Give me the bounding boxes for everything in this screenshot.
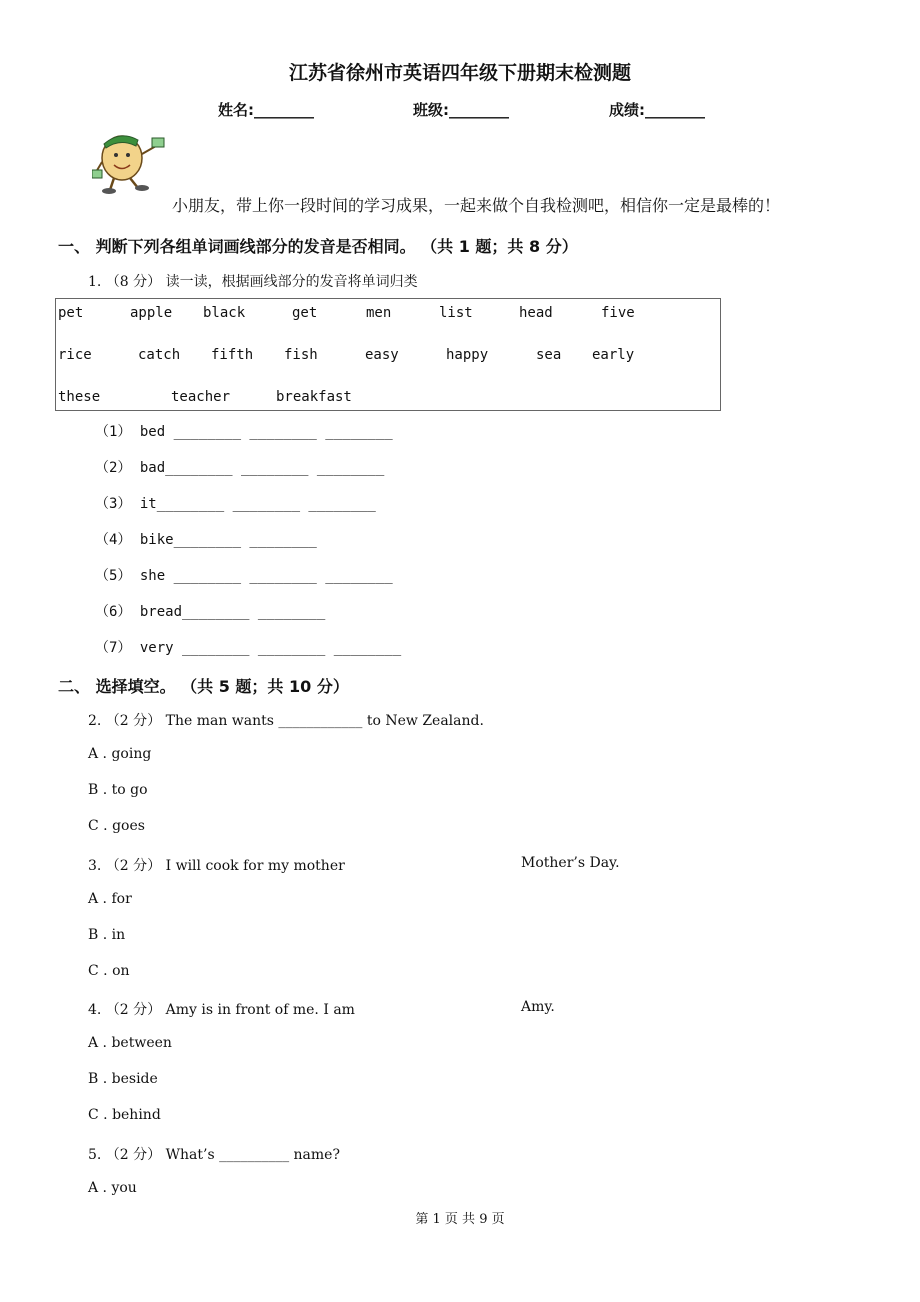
word-bank-word: catch bbox=[138, 347, 181, 363]
word-bank-word: pet bbox=[58, 305, 84, 321]
name-field-label: 姓名:________ bbox=[218, 101, 314, 119]
sub-item-6: （6） bread________ ________ bbox=[95, 604, 326, 620]
sub-item-4: （4） bike________ ________ bbox=[95, 532, 317, 548]
section-2-heading: 二、 选择填空。 （共 5 题；共 10 分） bbox=[58, 677, 349, 696]
question-5-option-a: A . you bbox=[88, 1180, 137, 1196]
intro-text: 小朋友，带上你一段时间的学习成果，一起来做个自我检测吧，相信你一定是最棒的！ bbox=[172, 196, 781, 215]
question-4-option-b: B . beside bbox=[88, 1071, 158, 1087]
question-4-prompt-end: Amy. bbox=[521, 999, 555, 1015]
sub-item-5: （5） she ________ ________ ________ bbox=[95, 568, 393, 584]
word-bank-word: sea bbox=[536, 347, 562, 363]
question-4-prompt: 4. （2 分） Amy is in front of me. I am bbox=[88, 1002, 355, 1018]
word-bank-word: early bbox=[592, 347, 635, 363]
word-bank-word: black bbox=[203, 305, 246, 321]
word-bank-word: men bbox=[366, 305, 392, 321]
mascot-illustration bbox=[92, 128, 172, 198]
question-1-prompt: 1. （8 分） 读一读，根据画线部分的发音将单词归类 bbox=[88, 274, 418, 290]
word-bank-word: teacher bbox=[171, 389, 231, 405]
page-title: 江苏省徐州市英语四年级下册期末检测题 bbox=[288, 62, 631, 84]
word-bank-word: five bbox=[601, 305, 635, 321]
sub-item-3: （3） it________ ________ ________ bbox=[95, 496, 376, 512]
word-bank-word: happy bbox=[446, 347, 489, 363]
question-2-prompt: 2. （2 分） The man wants ____________ to New Zealand. bbox=[88, 713, 484, 729]
sub-item-2: （2） bad________ ________ ________ bbox=[95, 460, 385, 476]
question-4-option-a: A . between bbox=[88, 1035, 172, 1051]
word-bank-word: breakfast bbox=[276, 389, 352, 405]
word-bank-word: apple bbox=[130, 305, 173, 321]
question-3-option-a: A . for bbox=[88, 891, 132, 907]
page-footer: 第 1 页 共 9 页 bbox=[415, 1212, 505, 1227]
section-1-heading: 一、 判断下列各组单词画线部分的发音是否相同。 （共 1 题；共 8 分） bbox=[58, 237, 578, 256]
question-5-prompt: 5. （2 分） What’s __________ name? bbox=[88, 1147, 340, 1163]
word-bank-word: these bbox=[58, 389, 101, 405]
word-bank-word: get bbox=[292, 305, 318, 321]
question-2-option-c: C . goes bbox=[88, 818, 145, 834]
question-2-option-a: A . going bbox=[88, 746, 152, 762]
score-field-label: 成绩:________ bbox=[609, 101, 705, 119]
sub-item-7: （7） very ________ ________ ________ bbox=[95, 640, 402, 656]
word-bank-word: head bbox=[519, 305, 553, 321]
question-3-option-c: C . on bbox=[88, 963, 130, 979]
word-bank-word: easy bbox=[365, 347, 399, 363]
word-bank-box bbox=[55, 298, 721, 411]
class-field-label: 班级:________ bbox=[413, 101, 509, 119]
question-3-option-b: B . in bbox=[88, 927, 126, 943]
word-bank-word: fish bbox=[284, 347, 318, 363]
question-2-option-b: B . to go bbox=[88, 782, 148, 798]
word-bank-word: fifth bbox=[211, 347, 254, 363]
word-bank-word: list bbox=[439, 305, 473, 321]
question-3-prompt-end: Mother’s Day. bbox=[521, 855, 620, 871]
word-bank-word: rice bbox=[58, 347, 92, 363]
question-4-option-c: C . behind bbox=[88, 1107, 161, 1123]
sub-item-1: （1） bed ________ ________ ________ bbox=[95, 424, 393, 440]
question-3-prompt: 3. （2 分） I will cook for my mother bbox=[88, 858, 345, 874]
